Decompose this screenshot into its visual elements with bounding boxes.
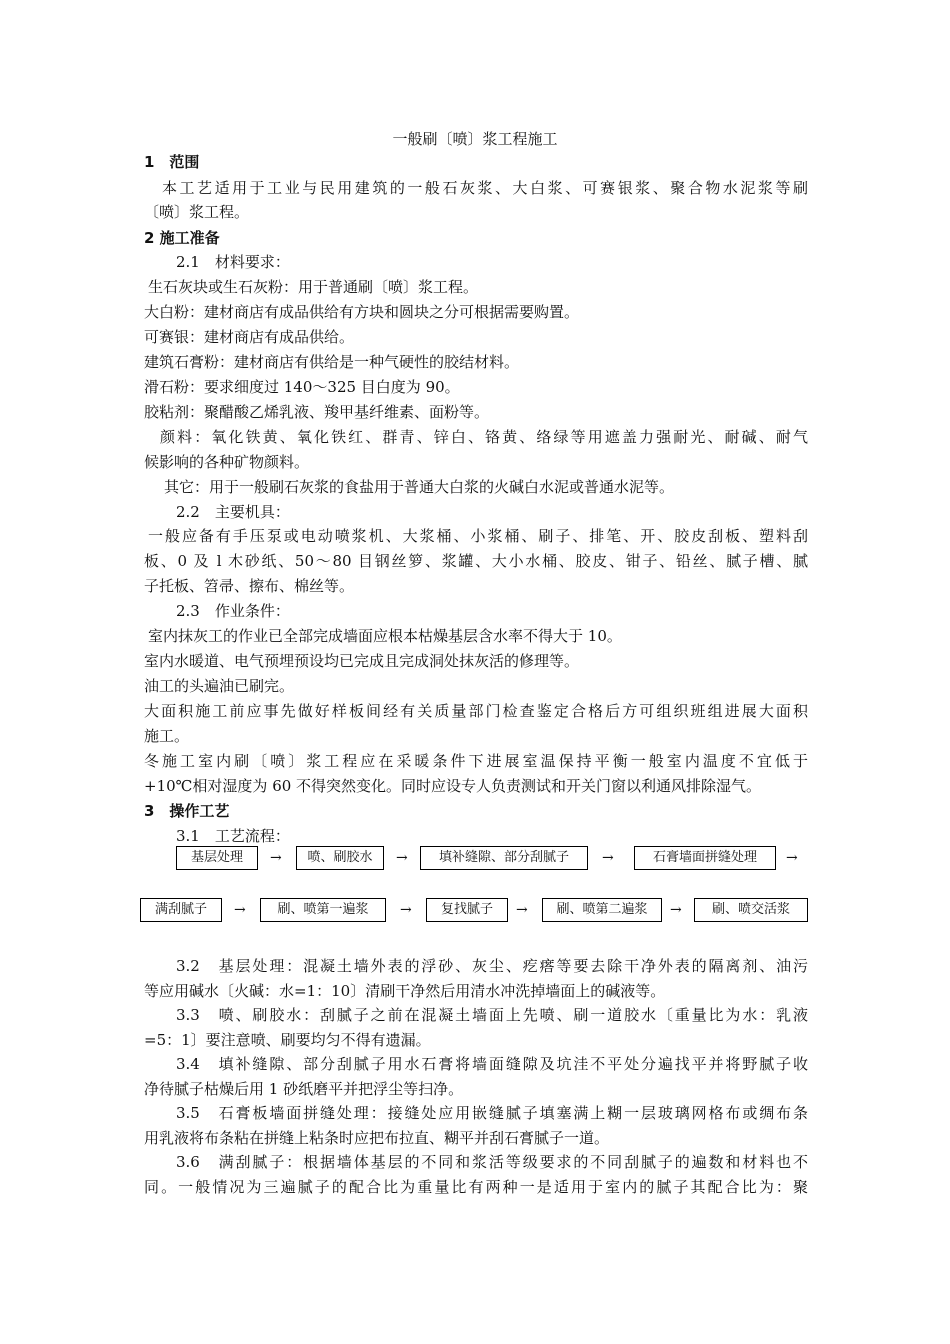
flow-arrow-icon: → bbox=[234, 902, 246, 918]
flow-arrow-icon: → bbox=[602, 850, 614, 866]
document-title: 一般刷〔喷〕浆工程施工 bbox=[392, 130, 558, 148]
flow-arrow-icon: → bbox=[396, 850, 408, 866]
paragraph-line: 同。一般情况为三遍腻子的配合比为重量比有两种一是适用于室内的腻子其配合比为：聚 bbox=[144, 1178, 808, 1196]
flow-arrow-icon: → bbox=[270, 850, 282, 866]
section-3-heading: 3 操作工艺 bbox=[144, 802, 230, 820]
paragraph-line: 大面积施工前应事先做好样板间经有关质量部门检查鉴定合格后方可组织班组进展大面积 bbox=[144, 702, 808, 720]
flow-step-box: 刷、喷第一遍浆 bbox=[260, 898, 386, 922]
paragraph-line: 施工。 bbox=[144, 727, 190, 745]
flow-arrow-icon: → bbox=[516, 902, 528, 918]
flow-step-box: 填补缝隙、部分刮腻子 bbox=[420, 846, 588, 870]
paragraph-line: 生石灰块或生石灰粉：用于普通刷〔喷〕浆工程。 bbox=[148, 278, 479, 296]
flow-arrow-icon: → bbox=[400, 902, 412, 918]
paragraph-line: 油工的头遍油已刷完。 bbox=[144, 677, 295, 695]
paragraph-line: 室内抹灰工的作业已全部完成墙面应根本枯燥基层含水率不得大于 10。 bbox=[148, 627, 622, 645]
paragraph-line: 3.4 填补缝隙、部分刮腻子用水石膏将墙面缝隙及坑洼不平处分遍找平并将野腻子收 bbox=[176, 1055, 808, 1073]
paragraph-line: 本工艺适用于工业与民用建筑的一般石灰浆、大白浆、可赛银浆、聚合物水泥浆等刷 bbox=[162, 179, 808, 197]
subsection-3-1-heading: 3.1 工艺流程： bbox=[176, 827, 290, 845]
paragraph-line: 大白粉：建材商店有成品供给有方块和圆块之分可根据需要购置。 bbox=[144, 303, 580, 321]
flow-step-box: 喷、刷胶水 bbox=[296, 846, 384, 870]
paragraph-line: 室内水暖道、电气预埋预设均已完成且完成洞处抹灰活的修理等。 bbox=[144, 652, 580, 670]
paragraph-line: 建筑石膏粉：建材商店有供给是一种气硬性的胶结材料。 bbox=[144, 353, 520, 371]
flow-step-box: 复找腻子 bbox=[426, 898, 508, 922]
flow-step-box: 基层处理 bbox=[176, 846, 258, 870]
section-1-heading: 1 范围 bbox=[144, 153, 200, 171]
paragraph-line: 净待腻子枯燥后用 1 砂纸磨平并把浮尘等扫净。 bbox=[144, 1080, 464, 1098]
paragraph-line: 候影响的各种矿物颜料。 bbox=[144, 453, 310, 471]
paragraph-line: 用乳液将布条粘在拼缝上粘条时应把布拉直、糊平并刮石膏腻子一道。 bbox=[144, 1129, 610, 1147]
subsection-2-2-heading: 2.2 主要机具： bbox=[176, 503, 290, 521]
paragraph-line: +10℃相对湿度为 60 不得突然变化。同时应设专人负责测试和开关门窗以利通风排除湿气。 bbox=[144, 777, 762, 795]
flow-step-box: 石膏墙面拼缝处理 bbox=[634, 846, 776, 870]
section-2-heading: 2 施工准备 bbox=[144, 229, 220, 247]
paragraph-line: 3.5 石膏板墙面拼缝处理：接缝处应用嵌缝腻子填塞满上糊一层玻璃网格布或绸布条 bbox=[176, 1104, 808, 1122]
paragraph-line: 等应用碱水〔火碱：水=1：10〕清刷干净然后用清水冲洗掉墙面上的碱液等。 bbox=[144, 982, 666, 1000]
paragraph-line: 〔喷〕浆工程。 bbox=[144, 203, 250, 221]
flow-step-box: 刷、喷交活浆 bbox=[694, 898, 808, 922]
paragraph-line: 可赛银：建材商店有成品供给。 bbox=[144, 328, 355, 346]
paragraph-line: 3.2 基层处理：混凝土墙外表的浮砂、灰尘、疙瘩等要去除干净外表的隔离剂、油污 bbox=[176, 957, 808, 975]
paragraph-line: 子托板、笤帚、擦布、棉丝等。 bbox=[144, 577, 355, 595]
paragraph-line: 板、0 及 l 木砂纸、50～80 目钢丝箩、浆罐、大小水桶、胶皮、钳子、铅丝、腻子槽、腻 bbox=[144, 552, 808, 570]
paragraph-line: 冬施工室内刷〔喷〕浆工程应在采暖条件下进展室温保持平衡一般室内温度不宜低于 bbox=[144, 752, 808, 770]
paragraph-line: 一般应备有手压泵或电动喷浆机、大浆桶、小浆桶、刷子、排笔、开、胶皮刮板、塑料刮 bbox=[148, 527, 808, 545]
subsection-2-1-heading: 2.1 材料要求： bbox=[176, 253, 290, 271]
subsection-2-3-heading: 2.3 作业条件： bbox=[176, 602, 290, 620]
paragraph-line: 胶粘剂：聚醋酸乙烯乳液、羧甲基纤维素、面粉等。 bbox=[144, 403, 490, 421]
flow-step-box: 满刮腻子 bbox=[140, 898, 222, 922]
flow-arrow-icon: → bbox=[670, 902, 682, 918]
paragraph-line: 3.3 喷、刷胶水：刮腻子之前在混凝土墙面上先喷、刷一道胶水〔重量比为水：乳液 bbox=[176, 1006, 808, 1024]
paragraph-line: 其它：用于一般刷石灰浆的食盐用于普通大白浆的火碱白水泥或普通水泥等。 bbox=[164, 478, 675, 496]
paragraph-line: =5：1〕要注意喷、刷要均匀不得有遗漏。 bbox=[144, 1031, 431, 1049]
flow-step-box: 刷、喷第二遍浆 bbox=[542, 898, 662, 922]
paragraph-line: 颜料：氧化铁黄、氧化铁红、群青、锌白、铬黄、络绿等用遮盖力强耐光、耐碱、耐气 bbox=[160, 428, 808, 446]
paragraph-line: 滑石粉：要求细度过 140～325 目白度为 90。 bbox=[144, 378, 460, 396]
paragraph-line: 3.6 满刮腻子：根据墙体基层的不同和浆活等级要求的不同刮腻子的遍数和材料也不 bbox=[176, 1153, 808, 1171]
flow-arrow-icon: → bbox=[786, 850, 798, 866]
